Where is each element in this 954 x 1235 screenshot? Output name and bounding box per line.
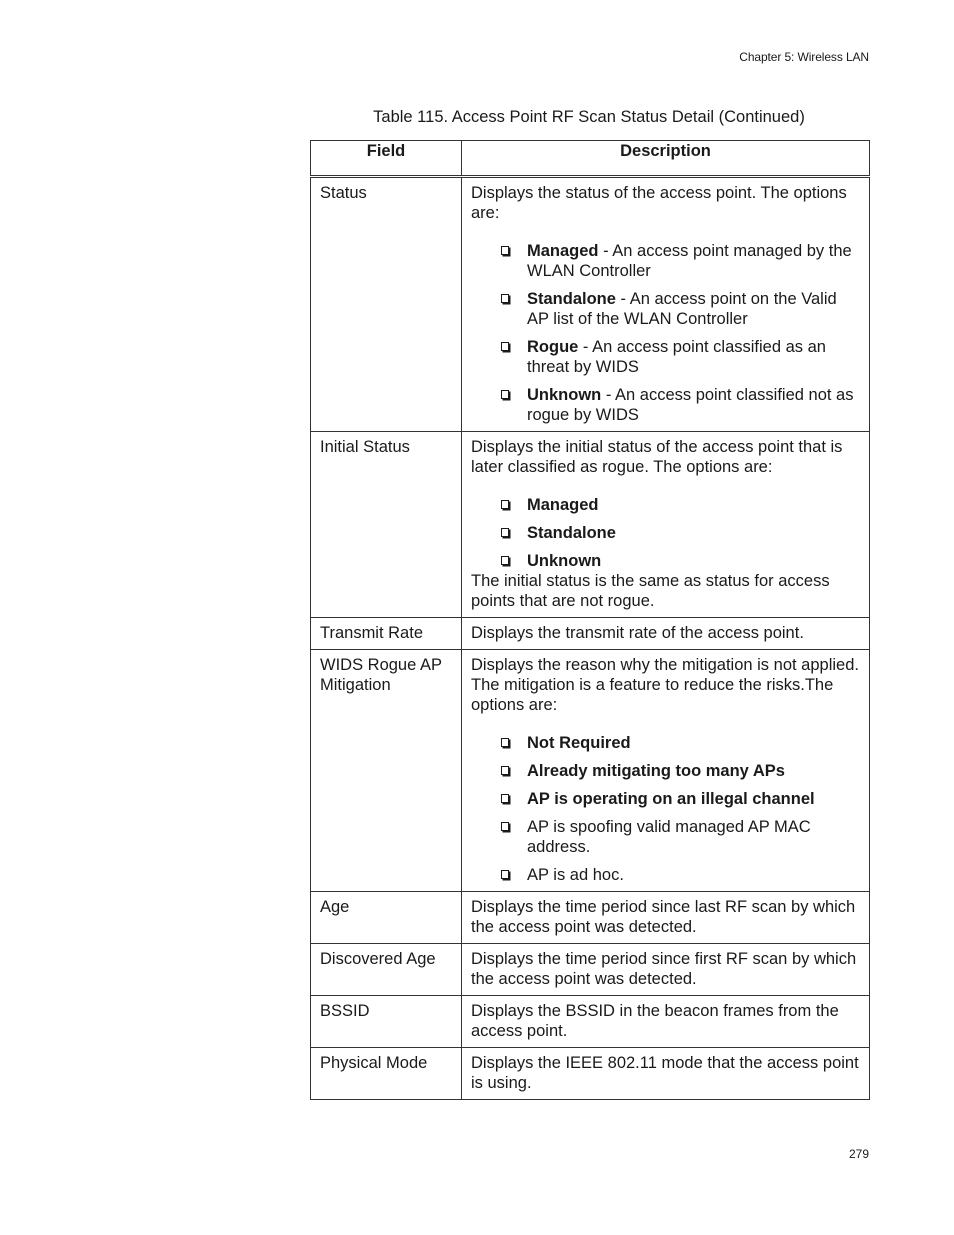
column-header-field: Field bbox=[311, 141, 462, 177]
table-body bbox=[311, 177, 870, 1100]
table-row bbox=[311, 432, 870, 618]
table-header-row bbox=[311, 141, 870, 177]
option-item bbox=[471, 789, 860, 809]
description-text: Displays the status of the access point. The options are: bbox=[471, 184, 847, 222]
option-item bbox=[471, 551, 860, 571]
field-cell: Initial Status bbox=[311, 432, 462, 618]
description-cell bbox=[462, 618, 870, 650]
field-cell: Transmit Rate bbox=[311, 618, 462, 650]
option-item bbox=[471, 385, 860, 425]
description-text: Displays the transmit rate of the access point. bbox=[471, 624, 804, 642]
field-cell: Discovered Age bbox=[311, 944, 462, 996]
square-bullet-icon bbox=[501, 794, 509, 803]
option-term: Unknown bbox=[527, 386, 602, 404]
option-text: - An access point classified as an threat by WIDS bbox=[527, 338, 826, 376]
square-bullet-icon bbox=[501, 766, 509, 775]
description-cell bbox=[462, 177, 870, 432]
square-bullet-icon bbox=[501, 556, 509, 565]
table-row bbox=[311, 650, 870, 892]
description-cell bbox=[462, 944, 870, 996]
option-text: AP is spoofing valid managed AP MAC address. bbox=[527, 818, 811, 856]
option-item bbox=[471, 289, 860, 329]
option-text: - An access point classified not as rogue by WIDS bbox=[527, 386, 854, 424]
option-term: AP is operating on an illegal channel bbox=[527, 790, 815, 808]
option-text: - An access point on the Valid AP list of the WLAN Controller bbox=[527, 290, 837, 328]
option-item bbox=[471, 241, 860, 281]
option-item bbox=[471, 865, 860, 885]
option-text: - An access point managed by the WLAN Controller bbox=[527, 242, 852, 280]
description-text: Displays the reason why the mitigation is not applied. The mitigation is a feature to reduce the risks.The options are: bbox=[471, 656, 859, 714]
option-list bbox=[471, 733, 860, 885]
table-row bbox=[311, 177, 870, 432]
square-bullet-icon bbox=[501, 822, 509, 831]
description-cell bbox=[462, 1048, 870, 1100]
option-item bbox=[471, 495, 860, 515]
square-bullet-icon bbox=[501, 500, 509, 509]
description-text: Displays the BSSID in the beacon frames from the access point. bbox=[471, 1002, 839, 1040]
table-row bbox=[311, 944, 870, 996]
square-bullet-icon bbox=[501, 390, 509, 399]
option-text: AP is ad hoc. bbox=[527, 866, 624, 884]
square-bullet-icon bbox=[501, 528, 509, 537]
page-number: 279 bbox=[848, 1147, 869, 1161]
description-cell bbox=[462, 650, 870, 892]
field-cell: Status bbox=[311, 177, 462, 432]
table-caption: Table 115. Access Point RF Scan Status Detail (Continued) bbox=[373, 108, 805, 126]
table-row bbox=[311, 1048, 870, 1100]
description-note: The initial status is the same as status for access points that are not rogue. bbox=[471, 572, 830, 610]
option-term: Already mitigating too many APs bbox=[527, 762, 785, 780]
option-item bbox=[471, 761, 860, 781]
field-cell: Physical Mode bbox=[311, 1048, 462, 1100]
table-row bbox=[311, 892, 870, 944]
option-term: Rogue bbox=[527, 338, 579, 356]
square-bullet-icon bbox=[501, 342, 509, 351]
table-row bbox=[311, 618, 870, 650]
option-term: Managed bbox=[527, 496, 599, 514]
description-text: Displays the IEEE 802.11 mode that the access point is using. bbox=[471, 1054, 859, 1092]
option-item bbox=[471, 337, 860, 377]
option-term: Standalone bbox=[527, 524, 616, 542]
square-bullet-icon bbox=[501, 246, 509, 255]
square-bullet-icon bbox=[501, 294, 509, 303]
field-description-table bbox=[310, 140, 870, 1100]
description-text: Displays the time period since last RF scan by which the access point was detected. bbox=[471, 898, 856, 936]
option-term: Not Required bbox=[527, 734, 631, 752]
option-term: Standalone bbox=[527, 290, 616, 308]
square-bullet-icon bbox=[501, 738, 509, 747]
description-cell bbox=[462, 892, 870, 944]
option-list bbox=[471, 241, 860, 425]
description-cell bbox=[462, 432, 870, 618]
option-item bbox=[471, 523, 860, 543]
description-text: Displays the initial status of the access point that is later classified as rogue. The options are: bbox=[471, 438, 843, 476]
field-cell: WIDS Rogue AP Mitigation bbox=[311, 650, 462, 892]
option-term: Managed bbox=[527, 242, 599, 260]
description-cell bbox=[462, 996, 870, 1048]
field-cell: Age bbox=[311, 892, 462, 944]
field-cell: BSSID bbox=[311, 996, 462, 1048]
option-term: Unknown bbox=[527, 552, 602, 570]
option-list bbox=[471, 495, 860, 571]
option-item bbox=[471, 817, 860, 857]
table-row bbox=[311, 996, 870, 1048]
option-item bbox=[471, 733, 860, 753]
description-text: Displays the time period since first RF scan by which the access point was detected. bbox=[471, 950, 857, 988]
column-header-description: Description bbox=[462, 141, 870, 177]
square-bullet-icon bbox=[501, 870, 509, 879]
running-head: Chapter 5: Wireless LAN bbox=[739, 50, 869, 64]
